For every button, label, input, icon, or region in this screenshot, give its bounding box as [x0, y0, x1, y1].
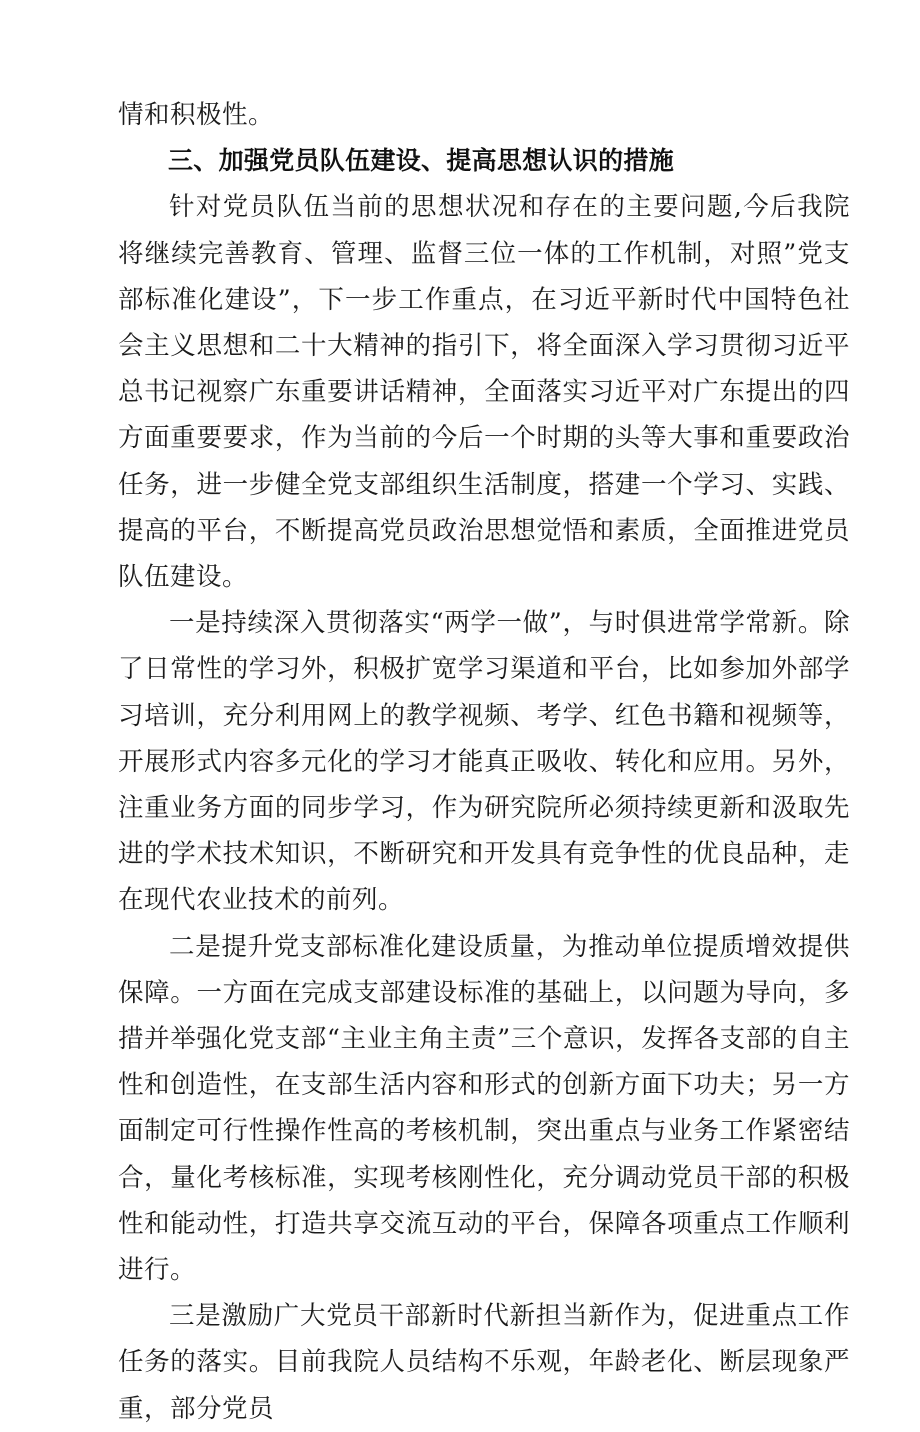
paragraph-point-two: 二是提升党支部标准化建设质量，为推动单位提质增效提供保障。一方面在完成支部建设标准的基础上，以问题为导向，多措并举强化党支部“主业主角主责”三个意识，发挥各支部的自主性和创造性，在支部生活内容和形式的创新方面下功夫；另一方面制定可行性操作性高的考核机制，突出重点与业务工作紧密结合，量化考核标准，实现考核刚性化，充分调动党员干部的积极性和能动性，打造共享交流互动的平台，保障各项重点工作顺利进行。 [118, 931, 850, 1286]
paragraph-point-one: 一是持续深入贯彻落实“两学一做”，与时俱进常学常新。除了日常性的学习外，积极扩宽学习渠道和平台，比如参加外部学习培训，充分利用网上的教学视频、考学、红色书籍和视频等，开展形式内容多元化的学习才能真正吸收、转化和应用。另外，注重业务方面的同步学习，作为研究院所必须持续更新和汲取先进的学术技术知识，不断研究和开发具有竞争性的优良品种，走在现代农业技术的前列。 [118, 608, 850, 916]
continued-paragraph-fragment: 情和积极性。 [118, 100, 275, 130]
document-body [118, 92, 850, 1432]
paragraph-intro: 针对党员队伍当前的思想状况和存在的主要问题,今后我院将继续完善教育、管理、监督三位一体的工作机制，对照”党支部标准化建设”，下一步工作重点，在习近平新时代中国特色社会主义思想和二十大精神的指引下，将全面深入学习贯彻习近平总书记视察广东重要讲话精神，全面落实习近平对广东提出的四方面重要要求，作为当前的今后一个时期的头等大事和重要政治任务，进一步健全党支部组织生活制度，搭建一个学习、实践、提高的平台，不断提高党员政治思想觉悟和素质，全面推进党员队伍建设。 [118, 192, 850, 593]
section-heading: 三、加强党员队伍建设、提高思想认识的措施 [168, 146, 675, 176]
paragraph-point-three: 三是激励广大党员干部新时代新担当新作为，促进重点工作任务的落实。目前我院人员结构不乐观，年龄老化、断层现象严重，部分党员 [118, 1301, 850, 1424]
